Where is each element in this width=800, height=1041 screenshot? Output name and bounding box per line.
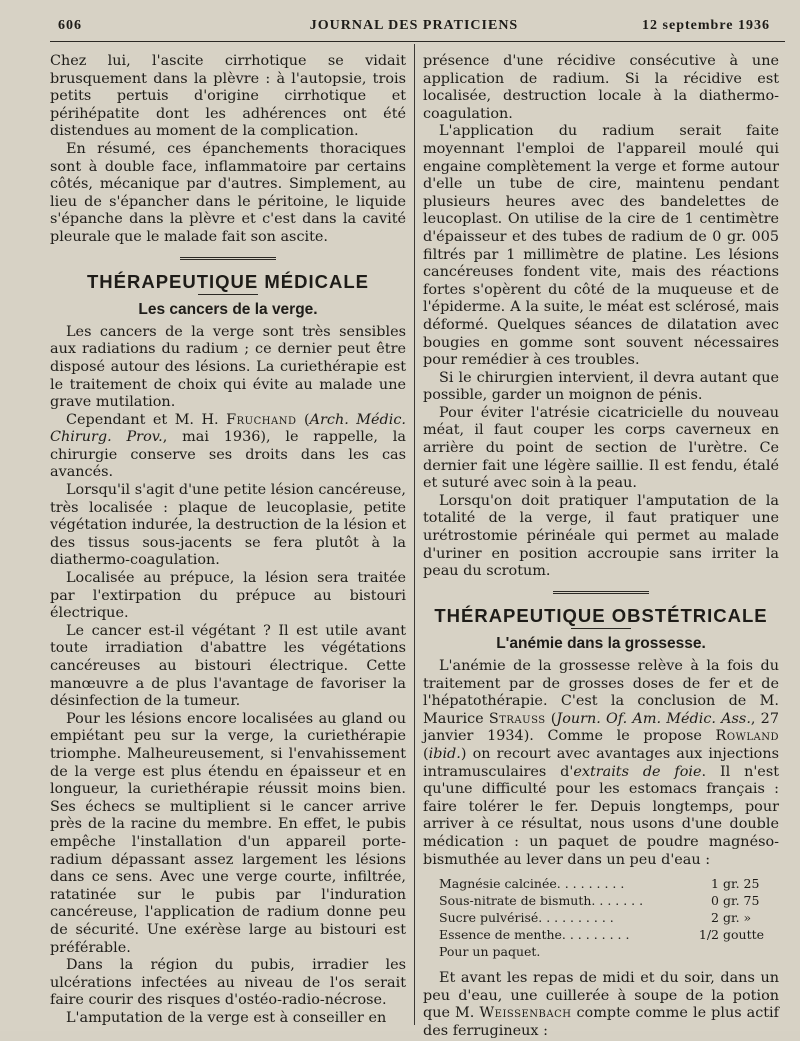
article-title: L'anémie dans la grossesse.: [496, 635, 706, 653]
paragraph: Dans la région du pubis, irradier les ulcérations infectées au niveau de l'os serait faire courir des risques d'ostéo-radio-nécrose.: [50, 957, 406, 1009]
section-title: THÉRAPEUTIQUE OBSTÉTRICALE: [434, 604, 768, 626]
journal-title: JOURNAL DES PRATICIENS: [309, 18, 519, 33]
paragraph: Pour éviter l'atrésie cicatricielle du nouveau méat, il faut couper les corps caverneux en arrière du point de section de l'urètre. Ce dernier fait une légère saillie. Il est fendu, étalé et suturé avec soin à la peau.: [423, 404, 779, 492]
paragraph: Lorsqu'il s'agit d'une petite lésion cancéreuse, très localisée : plaque de leucoplasie, petite végétation indurée, la destruction de la lésion et des tissus sous-jacents se fera plutôt à la diathermo-coagulation.: [50, 482, 406, 569]
reference: Arch. Médic. Chirurg. Prov.: [50, 411, 406, 446]
article-title: Les cancers de la verge.: [138, 301, 318, 319]
paragraph: Le cancer est-il végétant ? Il est utile avant toute irradiation d'abattre les végétations cancéreuses au bistouri électrique. Cette manœuvre a de plus l'avantage de favoriser la désinfection de la tumeur.: [50, 622, 406, 710]
paragraph: Localisée au prépuce, la lésion sera traitée par l'extirpation du prépuce au bistouri électrique.: [50, 570, 406, 622]
section-separator: [180, 257, 276, 263]
right-column: [423, 53, 779, 1041]
prescription-row: Essence de menthe. . . . . . . . . 1/2 goutte: [439, 927, 765, 943]
page-number: 606: [58, 18, 82, 33]
paragraph: Les cancers de la verge sont très sensibles aux radiations du radium ; ce dernier peut être disposé autour des lésions. La curiethérapie est le traitement de choix qui évite au malade une grave mutilation.: [50, 323, 406, 411]
prescription-row: Magnésie calcinée. . . . . . . . . 1 gr. 25: [439, 876, 760, 892]
paragraph: L'amputation de la verge est à conseiller en: [66, 1009, 387, 1026]
title-rule: [198, 294, 258, 295]
header-rule: [50, 41, 785, 42]
paragraph: L'anémie de la grossesse relève à la fois du traitement par de grosses doses de fer et de l'hépatothérapie. C'est la conclusion de M. Maurice Strauss (Journ. Of. Am. Médic. Ass., 27 janvier 1934). Comme le propose Rowland (ibid.) on recourt avec avantages aux injections intramusculaires d'extraits de foie. Il n'est qu'une difficulté pour les estomacs français : faire tolérer le fer. Depuis longtemps, pour arriver à ce résultat, nous usons d'une double médication : un paquet de poudre magnéso-bismuthée au lever dans un peu d'eau :: [423, 658, 779, 868]
paragraph: présence d'une récidive consécutive à une application de radium. Si la récidive est localisée, destruction locale à la diathermo-coagulation.: [423, 53, 779, 122]
reference: ibid.: [428, 745, 461, 762]
reference: Journ. Of. Am. Médic. Ass.: [556, 710, 751, 727]
left-column: [50, 53, 406, 1027]
paragraph: Si le chirurgien intervient, il devra autant que possible, garder un moignon de pénis.: [423, 369, 779, 404]
prescription-footer: Pour un paquet.: [439, 944, 541, 960]
author-name: Rowland: [715, 728, 779, 745]
title-rule: [571, 628, 631, 629]
paragraph: Pour les lésions encore localisées au gland ou empiétant peu sur la verge, la curiethérapie triomphe. Malheureusement, si l'envahissement de la verge est plus étendu en épaisseur et en longueur, la curiethérapie réussit moins bien. Ses échecs se multiplient si le cancer arrive près de la racine du membre. En effet, le pubis empêche l'installation d'un appareil porte-radium dépassant assez largement les lésions dans ce sens. Avec une verge courte, infiltrée, ratatinée sur le pubis par l'induration cancéreuse, l'application de radium donne peu de sécurité. Une exérèse large au bistouri est préférable.: [50, 710, 406, 956]
running-header: [58, 14, 770, 36]
issue-date: 12 septembre 1936: [642, 18, 770, 33]
paragraph: En résumé, ces épanchements thoraciques sont à double face, inflammatoire par certains côtés, mécanique par d'autres. Simplement, au lieu de s'épancher dans le péritoine, le liquide s'épanche dans la plèvre et c'est dans la cavité pleurale que le malade fait son ascite.: [50, 140, 406, 245]
prescription-table: [439, 875, 775, 960]
prescription-row: Sous-nitrate de bismuth. . . . . . . 0 gr. 75: [439, 893, 760, 909]
author-name: Weissenbach: [479, 1005, 572, 1022]
paragraph: Chez lui, l'ascite cirrhotique se vidait brusquement dans la plèvre : à l'autopsie, trois petits pertuis d'origine cirrhotique et périhépatite dont les adhérences ont été distendues au moment de la complication.: [50, 53, 406, 140]
section-title: THÉRAPEUTIQUE MÉDICALE: [86, 270, 370, 292]
author-name: Strauss: [488, 710, 546, 727]
paragraph: Lorsqu'on doit pratiquer l'amputation de la totalité de la verge, il faut pratiquer une urétrostomie périnéale qui permet au malade d'uriner en position accroupie sans irriter la peau du scrotum.: [423, 492, 779, 580]
paragraph: Cependant et M. H. Fruchand (Arch. Médic. Chirurg. Prov., mai 1936), le rappelle, la chirurgie conserve ses droits dans les cas avancés.: [50, 411, 406, 481]
column-divider: [414, 44, 415, 1025]
paragraph: Et avant les repas de midi et du soir, dans un peu d'eau, une cuillerée à soupe de la potion que M. Weissenbach compte comme le plus actif des ferrugineux :: [423, 970, 779, 1039]
paragraph: L'application du radium serait faite moyennant l'emploi de l'appareil moulé qui engaine complètement la verge et forme autour d'elle un tube de cire, maintenu pendant plusieurs heures avec des bandelettes de leucoplast. On utilise de la cire de 1 centimètre d'épaisseur et des tubes de radium de 0 gr. 005 filtrés par 1 millimètre de platine. Les lésions cancéreuses fondent vite, mais des réactions fortes s'opèrent du côté de la muqueuse et de l'épiderme. A la suite, le méat est sclérosé, mais déformé. Quelques séances de dilatation avec bougies en gomme sont souvent nécessaires pour remédier à ces troubles.: [423, 123, 779, 369]
prescription-row: Sucre pulvérisé. . . . . . . . . . 2 gr. »: [439, 910, 752, 926]
author-name: Fruchand: [226, 411, 297, 428]
reference: extraits de foie: [573, 763, 702, 780]
section-separator: [553, 591, 649, 597]
